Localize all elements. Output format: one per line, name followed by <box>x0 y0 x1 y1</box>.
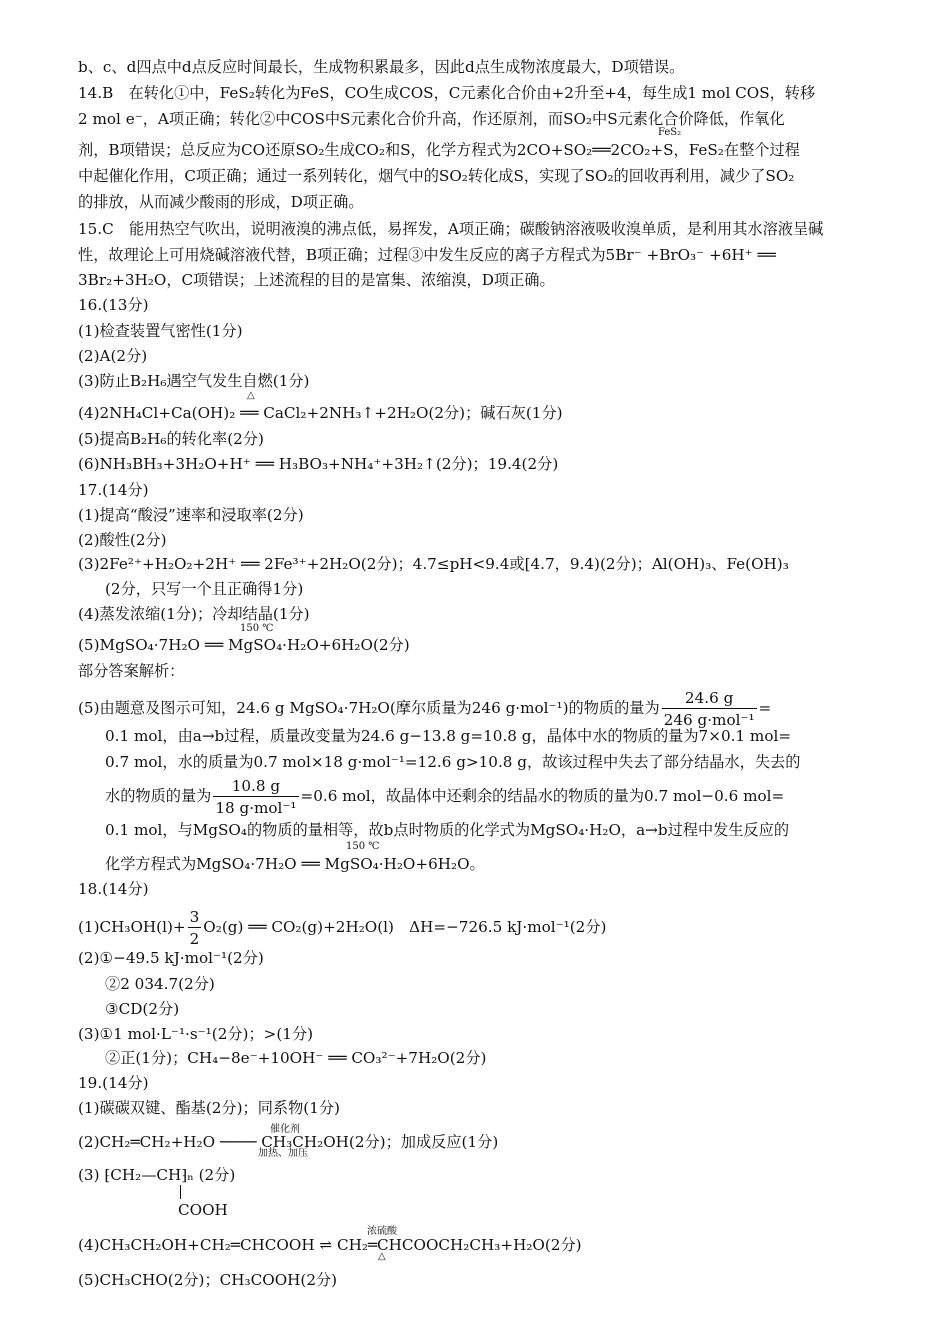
carboxyl-group: COOH <box>178 1201 228 1219</box>
analysis-line-1 <box>78 689 771 729</box>
answer-18-1 <box>78 908 606 948</box>
answer-17-3: (3)2Fe²⁺+H₂O₂+2H⁺ ══ 2Fe³⁺+2H₂O(2分)；4.7≤pH<9.4或[4.7，9.4)(2分)；Al(OH)₃、Fe(OH)₃ <box>78 555 789 573</box>
answer-15-line-1: 15.C 能用热空气吹出，说明液溴的沸点低，易挥发，A项正确；碳酸钠溶液吸收溴单质，是利用其水溶液呈碱 <box>78 220 824 238</box>
denominator: 18 g·mol⁻¹ <box>215 799 297 818</box>
answer-19-3: (3) ⁅CH₂—CH⁆ₙ (2分) <box>78 1166 236 1184</box>
answer-15-line-3: 3Br₂+3H₂O，C项错误；上述流程的目的是富集、浓缩溴，D项正确。 <box>78 271 555 289</box>
answer-16-1: (1)检查装置气密性(1分) <box>78 322 243 340</box>
answer-14-line-5: 的排放，从而减少酸雨的形成，D项正确。 <box>78 193 364 211</box>
analysis-text: =0.6 mol，故晶体中还剩余的结晶水的物质的量为0.7 mol−0.6 mol= <box>300 787 785 806</box>
analysis-line-5: 0.1 mol，与MgSO₄的物质的量相等，故b点时物质的化学式为MgSO₄·H₂O，a→b过程中发生反应的 <box>105 821 790 839</box>
analysis-text: (5)由题意及图示可知，24.6 g MgSO₄·7H₂O(摩尔质量为246 g·mol⁻¹)的物质的量为 <box>78 699 660 718</box>
analysis-header: 部分答案解析： <box>78 662 185 680</box>
question-18-header: 18.(14分) <box>78 880 149 898</box>
analysis-text: 水的物质的量为 <box>105 787 212 806</box>
equation-text: (1)CH₃OH(l)+ <box>78 918 186 937</box>
answer-14-line-4: 中起催化作用，C项正确；通过一系列转化，烟气中的SO₂转化成S，实现了SO₂的回收再利用，减少了SO₂ <box>78 167 795 185</box>
temperature-condition: 150 ℃ <box>240 623 274 634</box>
answer-14-line-2: 2 mol e⁻，A项正确；转化②中COS中S元素化合价升高，作还原剂，而SO₂中S元素化合价降低，作氧化 <box>78 110 785 128</box>
catalyst-label: FeS₂ <box>658 127 682 138</box>
answer-18-2-1: (2)①−49.5 kJ·mol⁻¹(2分) <box>78 949 264 967</box>
numerator: 10.8 g <box>213 777 298 797</box>
analysis-line-6: 化学方程式为MgSO₄·7H₂O ══ MgSO₄·H₂O+6H₂O。 <box>105 855 485 873</box>
text-line: b、c、d四点中d点反应时间最长，生成物积累最多，因此d点生成物浓度最大，D项错误。 <box>78 58 685 76</box>
question-16-header: 16.(13分) <box>78 296 149 314</box>
denominator: 2 <box>189 930 200 949</box>
answer-17-1: (1)提高“酸浸”速率和浸取率(2分) <box>78 506 304 524</box>
denominator: 246 g·mol⁻¹ <box>663 711 755 730</box>
analysis-line-3: 0.7 mol，水的质量为0.7 mol×18 g·mol⁻¹=12.6 g>10.8 g，故该过程中失去了部分结晶水，失去的 <box>105 753 801 771</box>
answer-18-2-2: ②2 034.7(2分) <box>105 975 215 993</box>
fraction <box>662 689 757 729</box>
answer-19-4: (4)CH₃CH₂OH+CH₂═CHCOOH ⇌ CH₂═CHCOOCH₂CH₃+H₂O(2分) <box>78 1236 582 1254</box>
numerator: 3 <box>188 908 202 928</box>
answer-17-5: (5)MgSO₄·7H₂O ══ MgSO₄·H₂O+6H₂O(2分) <box>78 636 410 654</box>
equals-sign: = <box>758 699 772 718</box>
fraction <box>188 908 202 948</box>
catalyst-label: 浓硫酸 <box>367 1226 397 1237</box>
question-19-header: 19.(14分) <box>78 1074 149 1092</box>
temperature-condition: 150 ℃ <box>346 841 380 852</box>
analysis-line-4 <box>105 777 784 817</box>
answer-14-line-1: 14.B 在转化①中，FeS₂转化为FeS，CO生成COS，C元素化合价由+2升至+4，每生成1 mol COS，转移 <box>78 84 816 102</box>
answer-19-1: (1)碳碳双键、酯基(2分)；同系物(1分) <box>78 1099 340 1117</box>
answer-17-2: (2)酸性(2分) <box>78 531 167 549</box>
answer-16-3: (3)防止B₂H₆遇空气发生自燃(1分) <box>78 372 310 390</box>
answer-16-4: (4)2NH₄Cl+Ca(OH)₂ ══ CaCl₂+2NH₃↑+2H₂O(2分)；碱石灰(1分) <box>78 404 563 422</box>
answer-19-5: (5)CH₃CHO(2分)；CH₃COOH(2分) <box>78 1271 338 1289</box>
heat-condition: △ <box>378 1251 386 1262</box>
answer-19-2: (2)CH₂═CH₂+H₂O ──── CH₃CH₂OH(2分)；加成反应(1分) <box>78 1133 499 1151</box>
reaction-condition: 加热、加压 <box>258 1148 308 1159</box>
equation-text: O₂(g) ══ CO₂(g)+2H₂O(l) ΔH=−726.5 kJ·mol⁻¹(2分) <box>203 918 607 937</box>
question-17-header: 17.(14分) <box>78 481 149 499</box>
fraction <box>213 777 298 817</box>
analysis-line-2: 0.1 mol，由a→b过程，质量改变量为24.6 g−13.8 g=10.8 g，晶体中水的物质的量为7×0.1 mol= <box>105 727 792 745</box>
answer-15-line-2: 性，故理论上可用烧碱溶液代替，B项正确；过程③中发生反应的离子方程式为5Br⁻ +BrO₃⁻ +6H⁺ ══ <box>78 246 776 264</box>
answer-16-6: (6)NH₃BH₃+3H₂O+H⁺ ══ H₃BO₃+NH₄⁺+3H₂↑(2分)；19.4(2分) <box>78 455 559 473</box>
heat-condition: △ <box>247 390 255 401</box>
answer-17-4: (4)蒸发浓缩(1分)；冷却结晶(1分) <box>78 605 310 623</box>
answer-14-line-3: 剂，B项错误；总反应为CO还原SO₂生成CO₂和S，化学方程式为2CO+SO₂══2CO₂+S，FeS₂在整个过程 <box>78 141 800 159</box>
bond-line <box>180 1185 182 1199</box>
answer-16-2: (2)A(2分) <box>78 347 148 365</box>
catalyst-label: 催化剂 <box>270 1124 300 1135</box>
answer-18-3-1: (3)①1 mol·L⁻¹·s⁻¹(2分)；>(1分) <box>78 1025 314 1043</box>
answer-18-3-2: ②正(1分)；CH₄−8e⁻+10OH⁻ ══ CO₃²⁻+7H₂O(2分) <box>105 1049 487 1067</box>
answer-16-5: (5)提高B₂H₆的转化率(2分) <box>78 430 264 448</box>
numerator: 24.6 g <box>662 689 757 709</box>
answer-17-3-note: (2分，只写一个且正确得1分) <box>105 580 304 598</box>
answer-18-2-3: ③CD(2分) <box>105 1000 180 1018</box>
